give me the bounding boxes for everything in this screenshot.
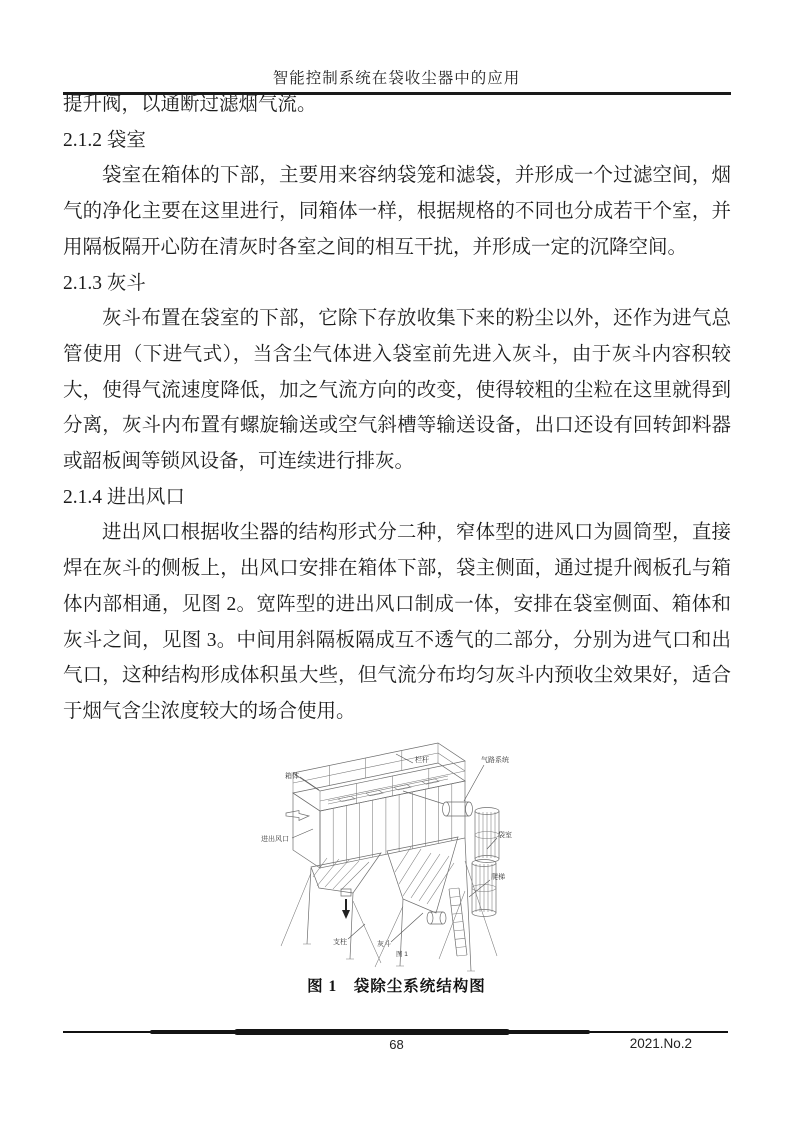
section-paragraph-212: 袋室在箱体的下部，主要用来容纳袋笼和滤袋，并形成一个过滤空间，烟气的净化主要在这里进行，同箱体一样，根据规格的不同也分成若干个室，并用隔板隔开心防在清灰时各室之间的相互干扰，并形成一定的沉降空间。 (63, 165, 731, 258)
section-heading-214: 2.1.4 进出风口 (63, 486, 185, 508)
lead-line: 提升阀，以通断过滤烟气流。 (63, 94, 317, 115)
label-railing: 栏杆 (415, 757, 429, 764)
label-ash-hopper: 灰斗 (377, 941, 391, 948)
label-ladder: 爬梯 (491, 874, 505, 881)
label-gas-system: 气路系统 (481, 757, 509, 764)
figure-inner-number: 图 1 (396, 951, 408, 958)
label-bag-chamber: 袋室 (498, 832, 512, 839)
page-number: 68 (389, 1037, 404, 1052)
label-support-column: 支柱 (333, 939, 347, 946)
label-box-body: 箱体 (285, 773, 299, 780)
baghouse-structure-drawing (253, 741, 543, 976)
body-text (63, 87, 731, 730)
section-paragraph-213: 灰斗布置在袋室的下部，它除下存放收集下来的粉尘以外，还作为进气总管使用（下进气式），当含尘气体进入袋室前先进入灰斗，由于灰斗内容积较大，使得气流速度降低，加之气流方向的改变，使得较粗的尘粒在这里就得到分离，灰斗内布置有螺旋输送或空气斜槽等输送设备，出口还设有回转卸料器或韶板闽等锁风设备，可连续进行排灰。 (63, 308, 731, 473)
figure-caption: 图 1 袋除尘系统结构图 (307, 978, 486, 995)
label-inlet-outlet: 进出风口 (261, 836, 289, 843)
section-heading-213: 2.1.3 灰斗 (63, 272, 146, 294)
section-paragraph-214: 进出风口根据收尘器的结构形式分二种，窄体型的进风口为圆筒型，直接焊在灰斗的侧板上，出风口安排在箱体下部，袋主侧面，通过提升阀板孔与箱体内部相通，见图 2。宽阵型的进出风口制成一体，安排在袋室侧面、箱体和灰斗之间，见图 3。中间用斜隔板隔成互不透气的二部分，分别为进气口和出气口，这种结构形成体积虽大些，但气流分布均匀灰斗内预收尘效果好，适合于烟气含尘浓度较大的场合使用。 (63, 522, 731, 722)
footer-rule-thick (234, 1029, 510, 1035)
inlet-arrow-icon (286, 811, 309, 821)
section-heading-212: 2.1.2 袋室 (63, 129, 146, 151)
issue-number: 2021.No.2 (629, 1036, 692, 1051)
page-header-title: 智能控制系统在袋收尘器中的应用 (272, 70, 521, 87)
figure-baghouse-diagram (253, 741, 543, 976)
